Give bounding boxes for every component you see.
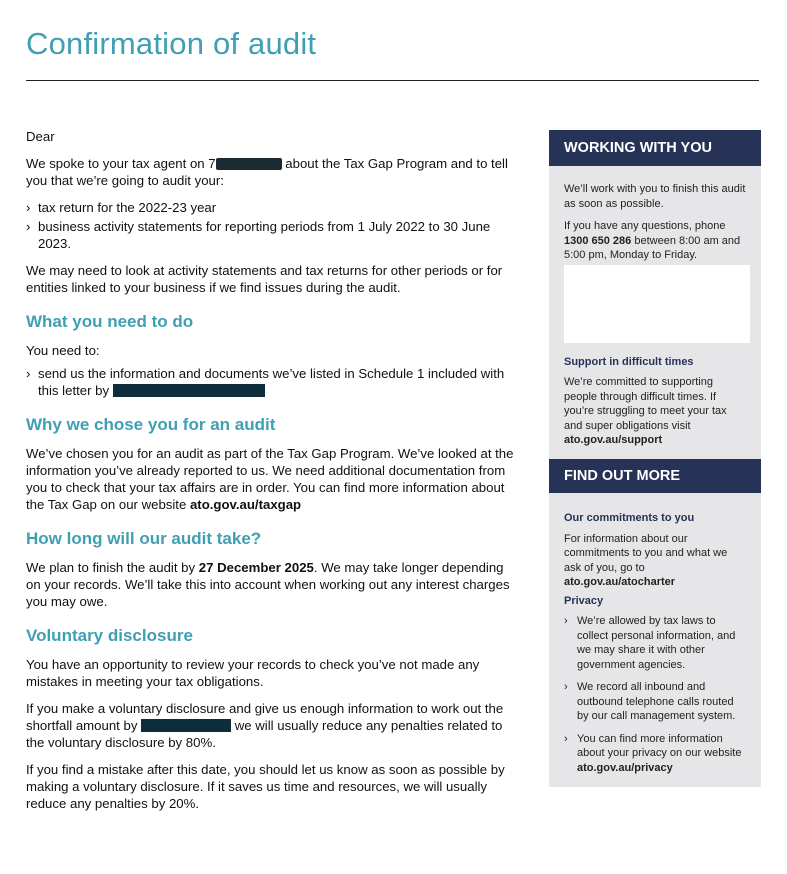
support-paragraph: We’re committed to supporting people through difficult times. If you’re struggling to meet your tax and super obligations visit ato.gov.au/support (564, 376, 727, 446)
privacy-link: ato.gov.au/privacy (577, 761, 673, 774)
support-heading: Support in difficult times (564, 355, 694, 368)
list-item: › We record all inbound and outbound telephone calls routed by our call management system. (564, 680, 746, 724)
voluntary-p1: You have an opportunity to review your records to check you’ve not made any mistakes in meeting your tax obligations. (26, 657, 480, 689)
voluntary-p3: If you find a mistake after this date, you should let us know as soon as possible by making a voluntary disclosure. If it saves us time and resources, we will usually reduce any penalties by 20%. (26, 762, 505, 811)
voluntary-p2: If you make a voluntary disclosure and give us enough information to work out the shortfall amount by we will usually reduce any penalties related to the voluntary disclosure by 80%. (26, 701, 504, 750)
support-link: ato.gov.au/support (564, 434, 663, 446)
salutation: Dear (26, 129, 55, 144)
need-intro: You need to: (26, 343, 100, 358)
working-with-you-panel (549, 130, 761, 462)
working-p2: If you have any questions, phone 1300 650 286 between 8:00 am and 5:00 pm, Monday to Friday. (564, 220, 741, 261)
may-need-paragraph: We may need to look at activity statements and tax returns for other periods or for entities linked to your business if we find issues during the audit. (26, 263, 503, 295)
list-item: › You can find more information about your privacy on our website ato.gov.au/privacy (564, 732, 746, 776)
privacy-list (564, 614, 746, 775)
heading-what-you-need: What you need to do (26, 312, 194, 331)
commitments-paragraph: For information about our commitments to you and what we ask of you, go to ato.gov.au/atocharter (564, 532, 728, 588)
working-p1: We’ll work with you to finish this audit as soon as possible. (564, 183, 746, 210)
find-out-more-heading: FIND OUT MORE (549, 459, 761, 493)
commitments-heading: Our commitments to you (564, 512, 695, 524)
list-item: › We’re allowed by tax laws to collect personal information, and we may share it with other government agencies. (564, 614, 746, 672)
list-item: › send us the information and documents we’ve listed in Schedule 1 included with this letter by (26, 365, 518, 399)
need-list (26, 365, 518, 399)
heading-how-long: How long will our audit take? (26, 529, 262, 548)
atocharter-link: ato.gov.au/atocharter (564, 576, 676, 588)
working-with-you-heading: WORKING WITH YOU (549, 130, 761, 166)
heading-why-chose: Why we chose you for an audit (26, 415, 276, 434)
title-divider (26, 80, 759, 81)
how-long-paragraph: We plan to finish the audit by 27 December 2025. We may take longer depending on your records. We’ll take this into account when working out any interest charges you may owe. (26, 560, 510, 609)
blank-box (564, 265, 750, 343)
audit-items-list (26, 199, 518, 252)
why-paragraph: We’ve chosen you for an audit as part of the Tax Gap Program. We’ve looked at the information you’ve already reported to us. We need additional documentation from you to check that your tax affairs are in order. You can find more information about the Tax Gap on our website ato.gov.au/taxgap (26, 446, 514, 512)
find-out-more-panel (549, 459, 761, 787)
taxgap-link: ato.gov.au/taxgap (189, 497, 302, 512)
intro-paragraph: We spoke to your tax agent on 7 about the Tax Gap Program and to tell you that we’re going to audit your: (26, 156, 508, 188)
letter-body (26, 128, 518, 822)
list-item: › tax return for the 2022-23 year (26, 199, 518, 216)
list-item: › business activity statements for reporting periods from 1 July 2022 to 30 June 2023. (26, 218, 518, 252)
privacy-heading: Privacy (564, 594, 604, 607)
redacted-shortfall-date (141, 719, 231, 732)
page-title: Confirmation of audit (26, 26, 317, 61)
phone-number: 1300 650 286 (564, 234, 632, 247)
heading-voluntary: Voluntary disclosure (26, 626, 193, 645)
redacted-deadline (113, 384, 265, 397)
redacted-date (216, 158, 282, 170)
audit-end-date: 27 December 2025 (198, 560, 314, 575)
